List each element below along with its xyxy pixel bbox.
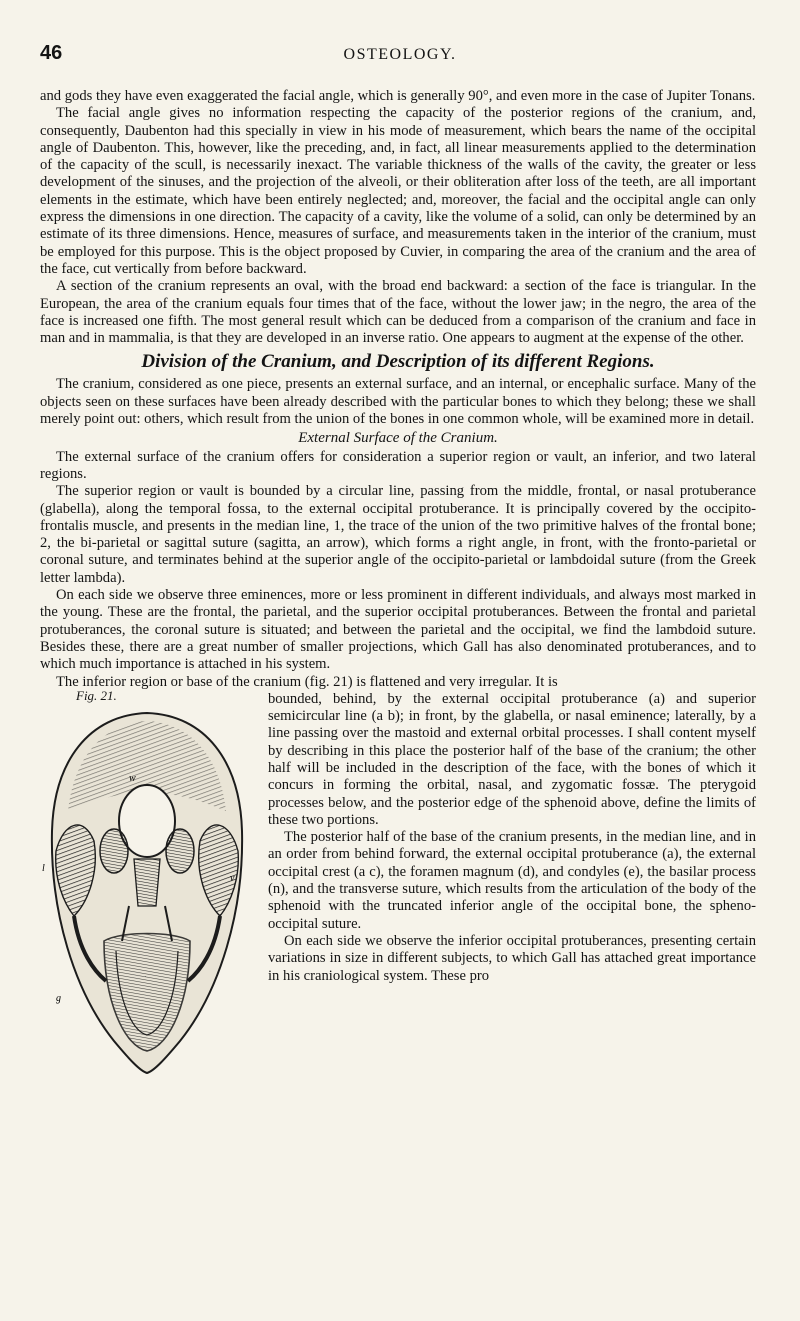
paragraph: and gods they have even exaggerated the facial angle, which is generally 90°, and even more in the case of Jupiter Tonans. bbox=[40, 88, 756, 104]
paragraph: On each side we observe three eminences, more or less prominent in different individuals, and always most marked in the young. These are the frontal, the parietal, and the superior occipital protuberances. Between the frontal and parietal protuberances, the coronal suture is situated; and between the parietal and the occipital, we find the lambdoid suture. Besides these, there are a great number of smaller projections, which Gall has also denominated protuberances, and to which much importance is attached in his system. bbox=[40, 587, 756, 673]
figure-21 bbox=[34, 687, 260, 1081]
paragraph: The external surface of the cranium offers for consideration a superior region or vault, an inferior, and two lateral regions. bbox=[40, 448, 756, 482]
svg-text:v: v bbox=[230, 872, 235, 884]
paragraph: The cranium, considered as one piece, presents an external surface, and an internal, or encephalic surface. Many of the objects seen on these surfaces have been already described with the particular bones to which they belong; these we shall merely point out: others, which result from the union of the bones in one common whole, will be examined more in detail. bbox=[40, 376, 756, 428]
subsection-heading: External Surface of the Cranium. bbox=[298, 430, 498, 447]
paragraph: bounded, behind, by the external occipital protuberance (a) and superior semicircular line (a b); in front, by the glabella, or nasal eminence; laterally, by a line passing over the mastoid and external orbital processes. I shall content myself by describing in this place the posterior half of the base of the cranium; the other half will be included in the description of the face, with the bones of which it concurs in forming the orbital, nasal, and zygomatic fossæ. The pterygoid processes below, and the posterior edge of the sphenoid above, define the limits of these two portions. bbox=[268, 690, 756, 828]
body-text bbox=[40, 88, 756, 1081]
page-number: 46 bbox=[40, 42, 63, 64]
running-title: OSTEOLOGY. bbox=[343, 46, 457, 63]
page-header bbox=[40, 42, 760, 70]
svg-text:l: l bbox=[42, 862, 45, 874]
skull-base-engraving bbox=[34, 701, 260, 1081]
paragraph: The facial angle gives no information respecting the capacity of the posterior regions of the cranium, and, consequently, Daubenton had this specially in view in his mode of measurement, which bears the name of the occipital angle of Daubenton. This, however, like the preceding, and, in fact, all linear measurements applied to the determination of the capacity of the scull, is necessarily inexact. The variable thickness of the walls of the cavity, the greater or less development of the sinuses, and the projection of the alveoli, or their obliteration after loss of the teeth, are all important elements in the estimate, which have been entirely neglected; and, moreover, the facial and the occipital angle can only express the dimensions in one direction. The capacity of a cavity, like the volume of a solid, can only be determined by an estimate of its three dimensions. Hence, measures of surface, and measurements taken in the interior of the cranium, must be employed for this purpose. This is the object proposed by Cuvier, in comparing the area of the cranium and the area of the face, cut vertically from before backward. bbox=[40, 105, 756, 277]
svg-text:g: g bbox=[56, 992, 61, 1004]
section-heading: Division of the Cranium, and Description of its different Regions. bbox=[141, 351, 655, 373]
paragraph: The posterior half of the base of the cranium presents, in the median line, and in an order from behind forward, the external occipital protuberance (a), the external occipital crest (a c), the foramen magnum (d), and condyles (e), the basilar process (n), and the transverse suture, which results from the articulation of the body of the sphenoid with the truncated inferior angle of the occipital bone, the spheno-occipital suture. bbox=[268, 829, 756, 932]
paragraph: The superior region or vault is bounded by a circular line, passing from the middle, frontal, or nasal protuberance (glabella), along the temporal fossa, to the external occipital protuberance. It is principally covered by the occipito-frontalis muscle, and presents in the median line, 1, the trace of the union of the two primitive halves of the frontal bone; 2, the bi-parietal or sagittal suture (sagitta, an arrow), which forms a right angle, in front, with the fronto-parietal or coronal suture, and terminates behind at the superior angle of the occipito-parietal or lambdoidal suture (from the Greek letter lambda). bbox=[40, 483, 756, 586]
figure-label: Fig. 21. bbox=[76, 687, 117, 703]
svg-text:w: w bbox=[129, 772, 136, 784]
paragraph: A section of the cranium represents an oval, with the broad end backward: a section of the face is triangular. In the European, the area of the cranium equals four times that of the face, without the lower jaw; in the negro, the area of the face is increased one fifth. The most general result which can be deduced from a comparison of the cranium and face in man and in mammalia, is that they are developed in an inverse ratio. One appears to augment at the expense of the other. bbox=[40, 278, 756, 347]
paragraph: The inferior region or base of the cranium (fig. 21) is flattened and very irregular. It is bbox=[56, 673, 558, 690]
paragraph: On each side we observe the inferior occipital protuberances, presenting certain variations in size in different subjects, to which Gall has attached great importance in his craniological system. These pro bbox=[268, 932, 756, 984]
